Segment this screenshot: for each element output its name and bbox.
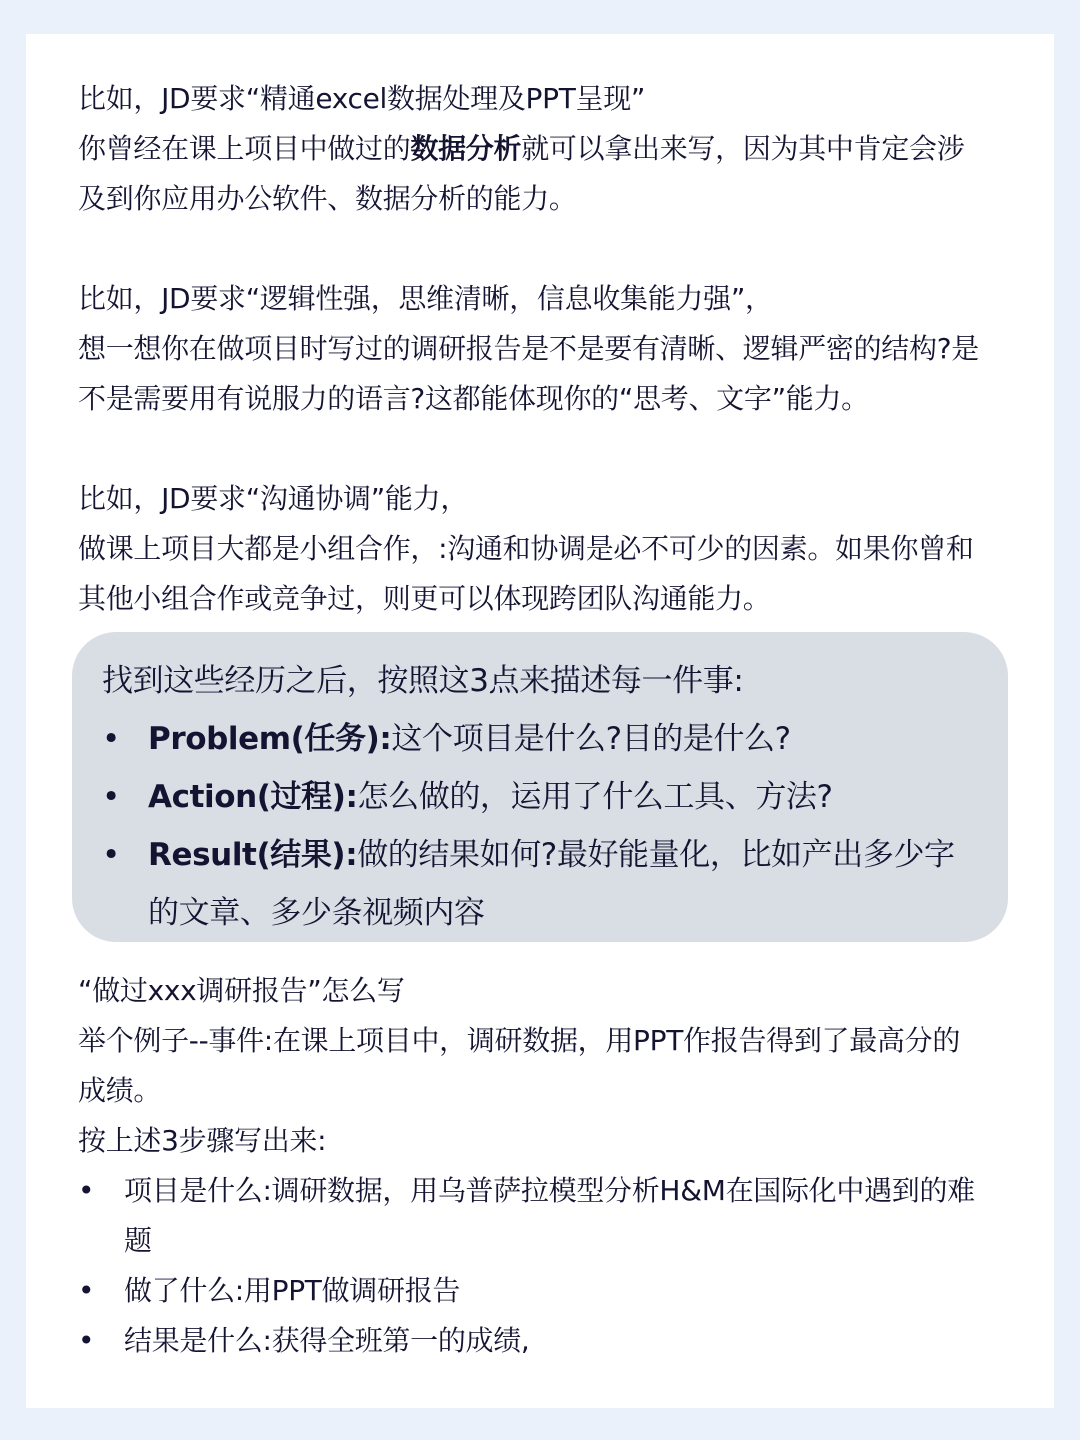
- para1-line2-start: 你曾经在课上项目中做过的: [78, 132, 411, 165]
- bullet-icon: •: [78, 1324, 95, 1357]
- para3-line3: 其他小组合作或竞争过，则更可以体现跨团队沟通能力。: [78, 582, 771, 615]
- para1-line2-end: 就可以拿出来写，因为其中肯定会涉: [521, 132, 965, 165]
- callout-content: [102, 652, 982, 942]
- callout-item-text: 怎么做的，运用了什么工具、方法?: [357, 779, 833, 815]
- example-line1: 举个例子--事件:在课上项目中，调研数据，用PPT作报告得到了最高分的: [78, 1024, 961, 1057]
- example-item-action: [78, 1266, 1028, 1316]
- bullet-icon: •: [78, 1274, 95, 1307]
- para2-line2: 想一想你在做项目时写过的调研报告是不是要有清晰、逻辑严密的结构?是: [78, 332, 979, 365]
- paragraph-gap: [78, 424, 1028, 474]
- example-item-text: 项目是什么:调研数据，用乌普萨拉模型分析H&M在国际化中遇到的难: [124, 1174, 975, 1207]
- para2-line3: 不是需要用有说服力的语言?这都能体现你的“思考、文字”能力。: [78, 382, 869, 415]
- bullet-icon: •: [102, 779, 120, 815]
- callout-item-text: 做的结果如何?最好能量化，比如产出多少字: [357, 837, 955, 873]
- bullet-icon: •: [78, 1174, 95, 1207]
- example-item-text: 结果是什么:获得全班第一的成绩,: [124, 1324, 530, 1357]
- callout-item-text: 这个项目是什么?目的是什么?: [391, 721, 791, 757]
- example-item-project-continued: 题: [124, 1224, 152, 1257]
- example-line2: 成绩。: [78, 1074, 162, 1107]
- para1-line2: [78, 124, 1028, 174]
- example-item-text: 做了什么:用PPT做调研报告: [124, 1274, 461, 1307]
- example-item-project: [78, 1166, 1028, 1216]
- paragraph-gap: [78, 224, 1028, 274]
- callout-item-problem: [102, 710, 982, 768]
- callout-item-label: Action(过程):: [148, 779, 358, 815]
- para1-line1: 比如，JD要求“精通excel数据处理及PPT呈现”: [78, 82, 646, 115]
- example-line3: 按上述3步骤写出来:: [78, 1124, 327, 1157]
- example-section: [78, 966, 1028, 1366]
- callout-heading: 找到这些经历之后，按照这3点来描述每一件事:: [102, 663, 744, 699]
- content-card: [26, 34, 1054, 1408]
- para3-line1: 比如，JD要求“沟通协调”能力，: [78, 482, 469, 515]
- para1-line3: 及到你应用办公软件、数据分析的能力。: [78, 182, 577, 215]
- callout-item-label: Result(结果):: [148, 837, 358, 873]
- callout-item-action: [102, 768, 982, 826]
- method-callout-box: [72, 632, 1008, 942]
- para2-line1: 比如，JD要求“逻辑性强，思维清晰，信息收集能力强”，: [78, 282, 773, 315]
- callout-item-result-continued: 的文章、多少条视频内容: [148, 895, 485, 931]
- callout-item-result: [102, 826, 982, 884]
- intro-paragraphs: [78, 74, 1028, 624]
- bullet-icon: •: [102, 837, 120, 873]
- para3-line2: 做课上项目大都是小组合作，:沟通和协调是必不可少的因素。如果你曾和: [78, 532, 974, 565]
- callout-item-label: Problem(任务):: [148, 721, 392, 757]
- example-title: “做过xxx调研报告”怎么写: [78, 974, 405, 1007]
- para1-highlight: 数据分析: [410, 132, 522, 165]
- bullet-icon: •: [102, 721, 120, 757]
- example-item-result: [78, 1316, 1028, 1366]
